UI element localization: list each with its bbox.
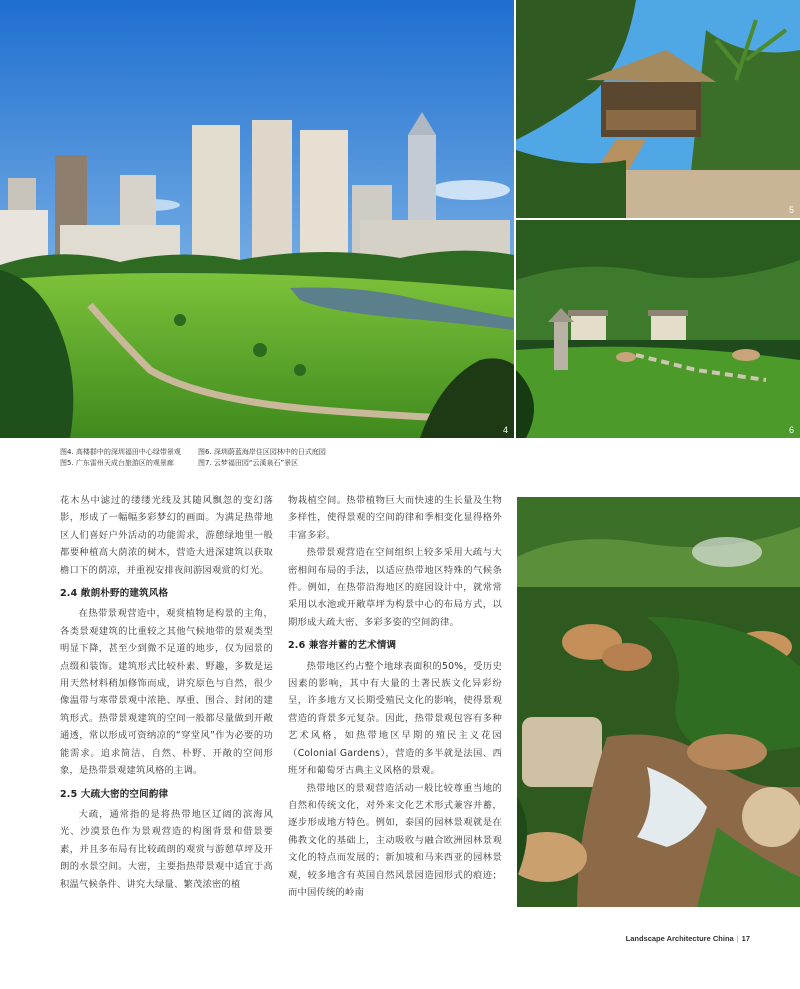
paragraph: 在热带景观营造中，观赏植物是构景的主角，各类景观建筑的比重较之其他气候地带的景观类型明显下降，甚至少到微不足道的地步，仅为园景的点缀和装饰。建筑形式比较朴素、野趣，多数是运用天然材料稍加修饰而成，讲究原色与自然，很少像温带与寒带景观中浓艳、厚重、围合、封闭的建筑形式。热带景观建筑的空间一般都尽量做到开敞通透，常以形成可资纳凉的“穿堂风”作为必要的功能需求。追求简洁、自然、朴野、开敞的空间形象，是热带景观建筑风格的主调。	[60, 608, 273, 777]
caption-fig5: 图5. 广东雷州天成台旅游区的观景廊	[60, 459, 174, 467]
photo-stream-rocks-image	[517, 497, 800, 907]
figure-captions	[60, 447, 326, 469]
footer-separator: |	[736, 934, 739, 943]
section-heading-2-5: 2.5 大疏大密的空间韵律	[60, 788, 169, 800]
caption-fig4: 图4. 高楼群中的深圳福田中心绿带景观	[60, 448, 181, 456]
paragraph: 物栽植空间。热带植物巨大而快速的生长量及生物多样性，使得景观的空间韵律和季相变化显得格外丰富多彩。	[288, 495, 502, 541]
photo-japanese-garden-image	[516, 220, 800, 438]
paragraph: 花木丛中滤过的缕缕光线及其随风飘忽的变幻落影，形成了一幅幅多彩梦幻的画面。为满足热带地区人们喜好户外活动的功能需求，游憩绿地里一般都要种植高大荫浓的树木，营造大进深建筑以获取檐口下的荫凉，并重视安排夜间游园观赏的灯光。	[60, 495, 273, 576]
photo-pavilion-image	[516, 0, 800, 218]
paragraph: 热带地区的景观营造活动一般比较尊重当地的自然和传统文化，对外来文化艺术形式兼容并蓄，逐步形成地方特色。例如，泰国的园林景观就是在佛教文化的基础上，主动吸收与融合欧洲园林景观文化的特点而发展的；新加坡和马来西亚的园林景观，较多地含有英国自然风景园造园形式的痕迹；而中国传统的岭南	[288, 782, 502, 898]
paragraph: 热带景观营造在空间组织上较多采用大疏与大密相间布局的手法，以适应热带地区特殊的气候条件。例如，在热带沿海地区的庭园设计中，就常常采用以水池或开敞草坪为构景中心的布局方式，以期形成大疏大密、多彩多姿的空间韵律。	[288, 547, 502, 628]
paragraph: 大疏，通常指的是将热带地区辽阔的滨海风光、沙漠景色作为景观营造的构图背景和借景要素，并且多布局有比较疏朗的观赏与游憩草坪及开朗的水景空间。大密，主要指热带景观中适宜于高积温气候条件、讲究大绿量、繁茂浓密的植	[60, 808, 273, 890]
photo-shenzhen-greenbelt	[0, 0, 514, 438]
paragraph: 热带地区约占整个地球表面积的50%，受历史因素的影响，其中有大量的土著民族文化异彩纷呈，许多地方又长期受殖民文化的影响，使得景观营造的背景多元复杂。因此，热带景观包容有多种艺术风格，如热带地区早期的殖民主义花园（Colonial Gardens），营造的多半就是法国、西班牙和葡萄牙古典主义风格的景观。	[288, 660, 502, 777]
page-number: 17	[741, 934, 750, 943]
page-footer	[626, 934, 750, 943]
photo-japanese-garden	[516, 220, 800, 438]
photo-number-5: 5	[788, 205, 794, 215]
caption-fig6: 图6. 深圳蔚蓝海岸住区园林中的日式庭园	[198, 448, 326, 456]
photo-number-4: 4	[502, 425, 508, 435]
journal-name: Landscape Architecture China	[625, 934, 734, 943]
photo-shenzhen-greenbelt-image	[0, 0, 514, 438]
photo-pavilion	[516, 0, 800, 218]
text-column-1	[60, 492, 273, 893]
text-column-2	[288, 492, 502, 901]
section-heading-2-6: 2.6 兼容并蓄的艺术情调	[288, 640, 397, 652]
photo-stream-rocks	[517, 497, 800, 907]
section-heading-2-4: 2.4 敞朗朴野的建筑风格	[60, 588, 169, 600]
photo-number-6: 6	[788, 425, 794, 435]
caption-fig7: 图7. 云梦福田园“云溪泉石”景区	[198, 459, 299, 467]
